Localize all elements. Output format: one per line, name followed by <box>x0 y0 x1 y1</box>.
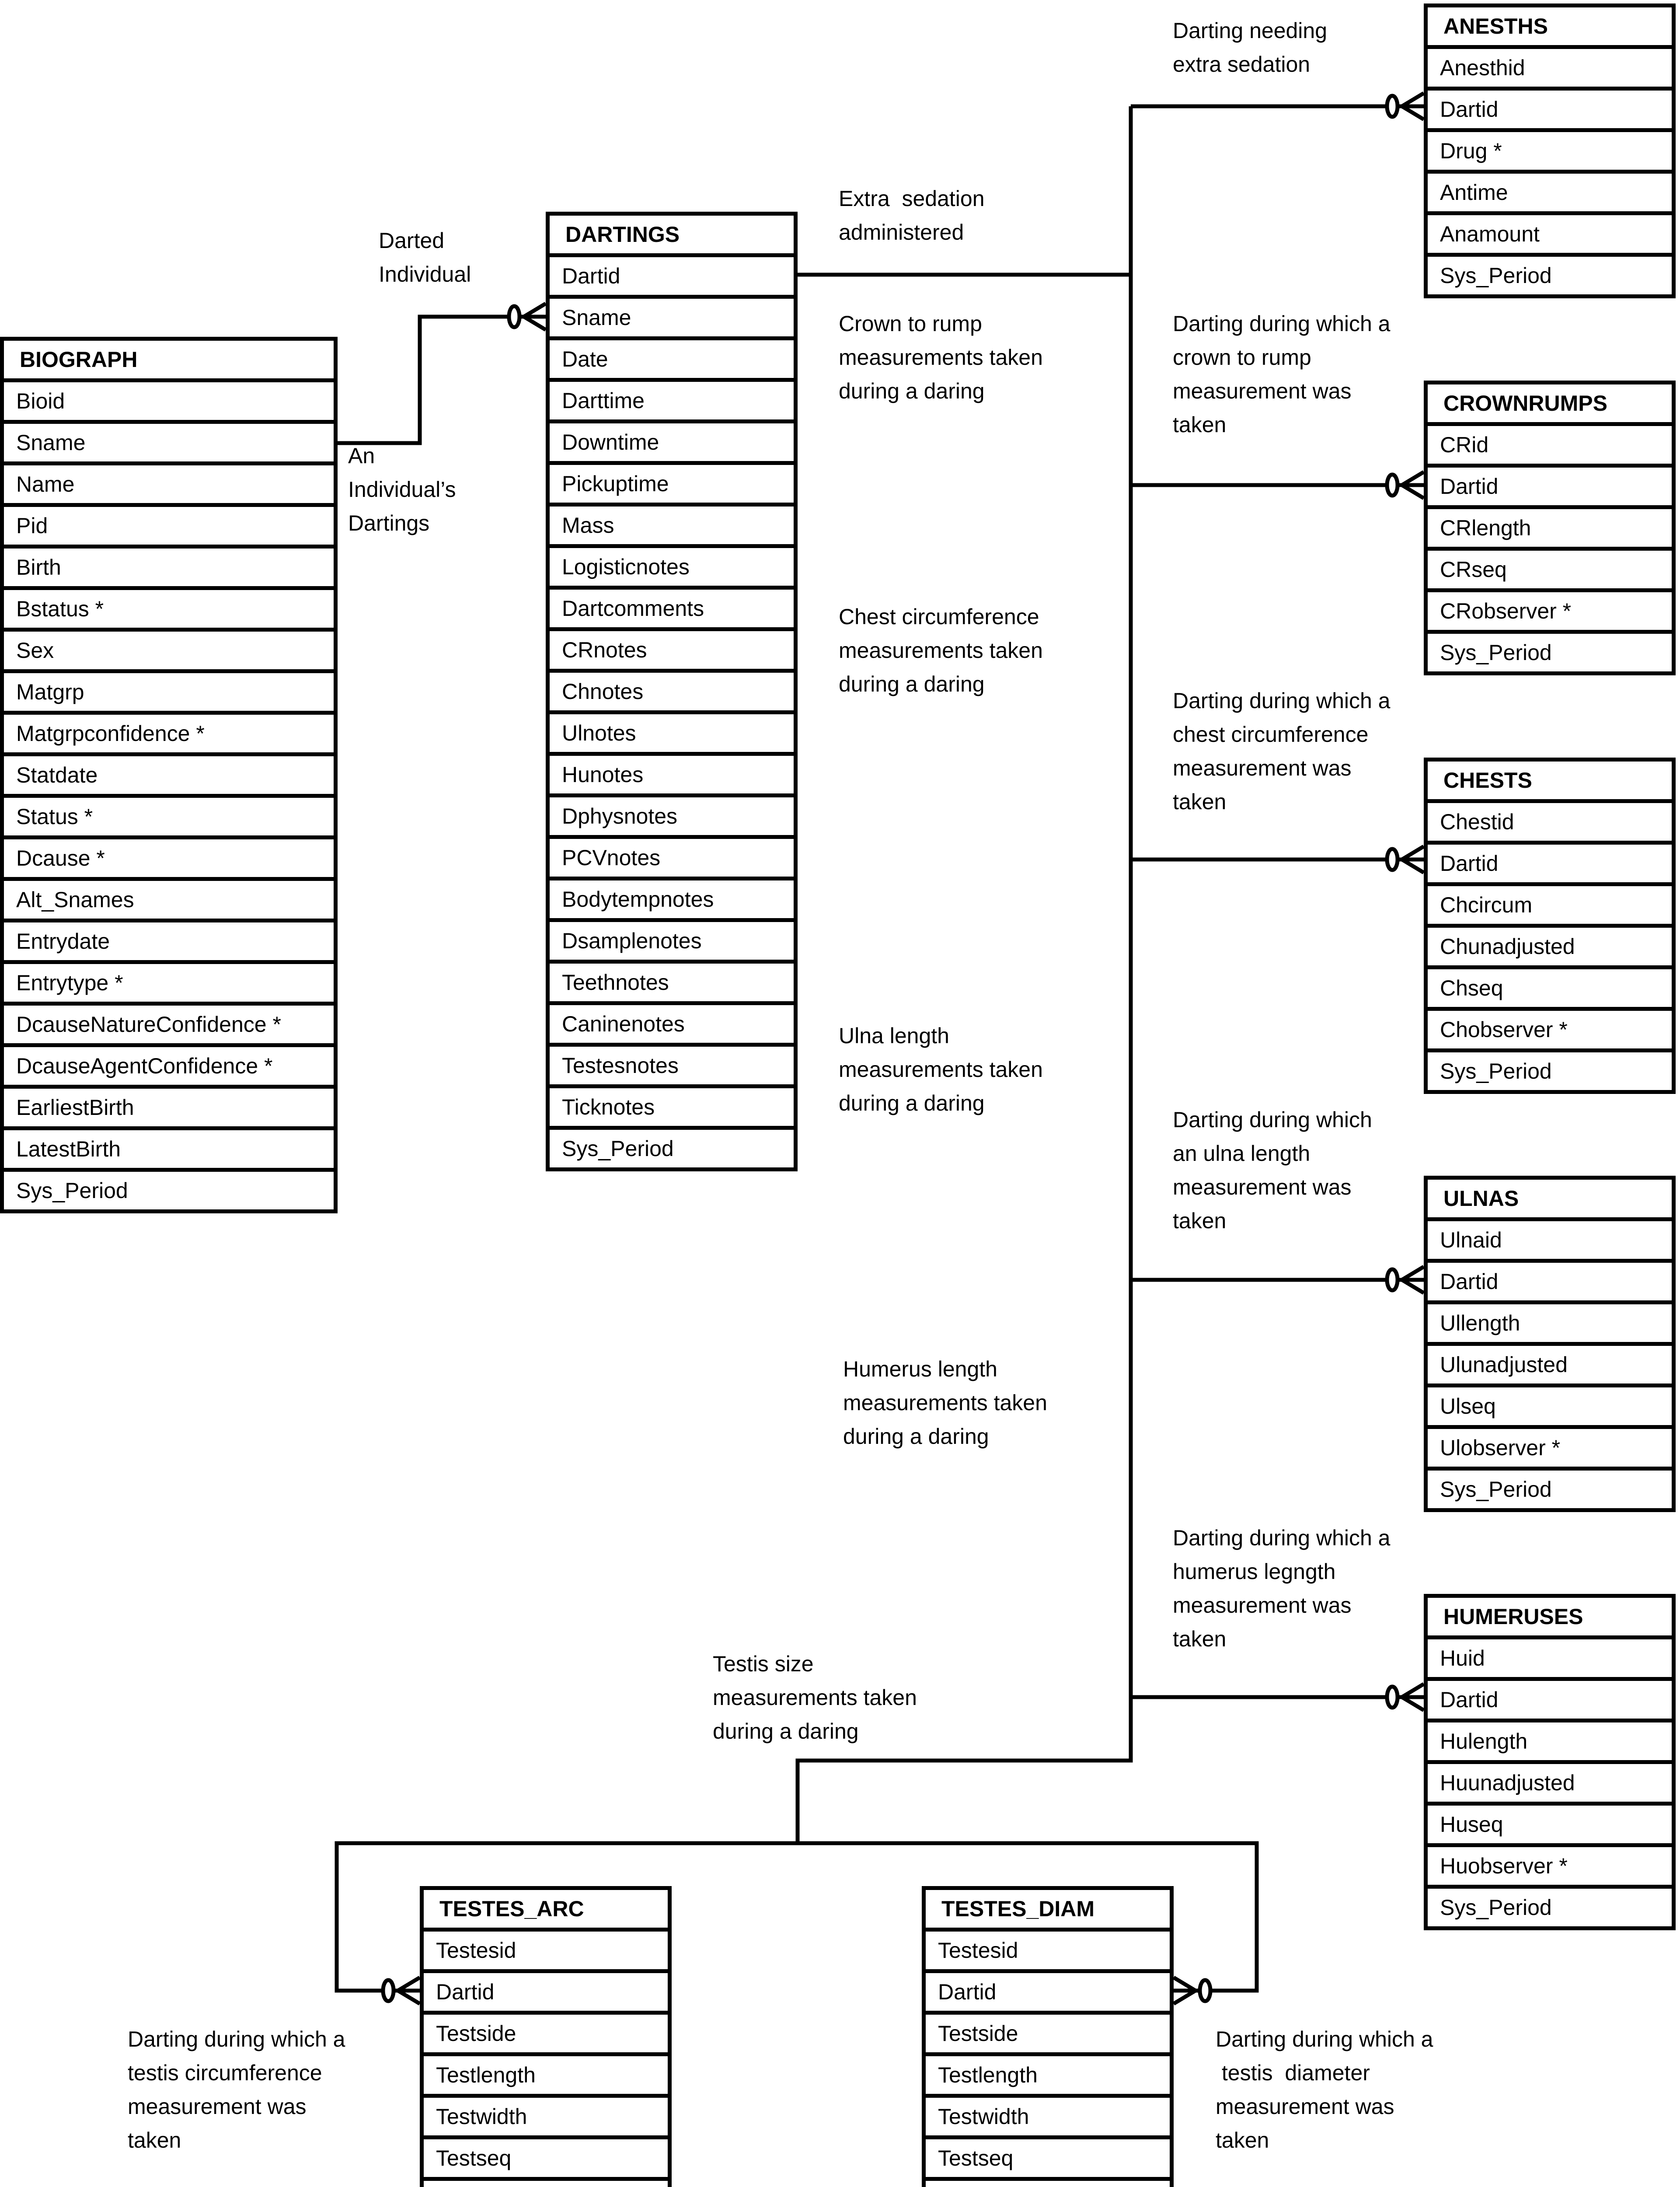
entity-title: ANESTHS <box>1428 7 1672 49</box>
entity-testes-diam <box>922 1886 1174 2187</box>
attribute-list <box>926 1932 1170 2187</box>
attribute-date: Date <box>550 340 794 382</box>
entity-ulnas <box>1424 1176 1676 1512</box>
attribute-dartid: Dartid <box>1428 91 1672 132</box>
attribute-chunadjusted: Chunadjusted <box>1428 928 1672 969</box>
attribute-crseq: CRseq <box>1428 551 1672 592</box>
attribute-downtime: Downtime <box>550 423 794 465</box>
attribute-crobserver: CRobserver * <box>1428 592 1672 634</box>
attribute-sys-period <box>926 2181 1170 2187</box>
line-biograph-dartings <box>338 317 546 443</box>
attribute-list <box>424 1932 668 2187</box>
label-ulna-taken: Ulna length measurements taken during a daring <box>839 1024 1043 1115</box>
label-darting-crown-rump: Darting during which a crown to rump measurement was taken <box>1173 311 1391 437</box>
attribute-pickuptime: Pickuptime <box>550 465 794 507</box>
attribute-ulnaid: Ulnaid <box>1428 1221 1672 1263</box>
attribute-matgrpconfidence: Matgrpconfidence * <box>4 715 334 756</box>
attribute-dartid: Dartid <box>1428 1263 1672 1304</box>
entity-humeruses <box>1424 1594 1676 1930</box>
attribute-dartid: Dartid <box>1428 468 1672 509</box>
attribute-latestbirth: LatestBirth <box>4 1130 334 1172</box>
attribute-list <box>1428 1221 1672 1508</box>
attribute-list <box>4 382 334 1209</box>
attribute-testesid: Testesid <box>926 1932 1170 1973</box>
attribute-dcauseagentconfidence: DcauseAgentConfidence * <box>4 1047 334 1089</box>
attribute-ulunadjusted: Ulunadjusted <box>1428 1346 1672 1387</box>
attribute-chestid: Chestid <box>1428 803 1672 845</box>
attribute-sys-period: Sys_Period <box>1440 1059 1552 1083</box>
entity-title: DARTINGS <box>550 216 794 257</box>
entity-title: TESTES_ARC <box>424 1890 668 1932</box>
attribute-testesnotes: Testesnotes <box>550 1047 794 1088</box>
attribute-ulseq: Ulseq <box>1428 1387 1672 1429</box>
attribute-testlength: Testlength <box>926 2056 1170 2098</box>
attribute-dartid: Dartid <box>1428 845 1672 886</box>
attribute-chnotes: Chnotes <box>550 673 794 714</box>
attribute-logisticnotes: Logisticnotes <box>550 548 794 590</box>
attribute-dartcomments: Dartcomments <box>550 590 794 631</box>
attribute-chcircum: Chcircum <box>1428 886 1672 928</box>
attribute-testseq: Testseq <box>424 2139 668 2181</box>
attribute-sys-period: Sys_Period <box>1440 1895 1552 1920</box>
attribute-testwidth: Testwidth <box>424 2098 668 2139</box>
attribute-testlength: Testlength <box>424 2056 668 2098</box>
attribute-dcausenatureconfidence: DcauseNatureConfidence * <box>4 1006 334 1047</box>
entity-title: HUMERUSES <box>1428 1598 1672 1639</box>
label-darting-testis-circ: Darting during which a testis circumference measurement was taken <box>128 2027 345 2152</box>
attribute-bioid: Bioid <box>4 382 334 424</box>
attribute-name: Name <box>4 465 334 507</box>
attribute-dsamplenotes: Dsamplenotes <box>550 922 794 964</box>
attribute-matgrp: Matgrp <box>4 673 334 715</box>
attribute-list <box>550 257 794 1167</box>
attribute-testseq: Testseq <box>926 2139 1170 2181</box>
attribute-mass: Mass <box>550 507 794 548</box>
attribute-testesid: Testesid <box>424 1932 668 1973</box>
attribute-testside: Testside <box>424 2015 668 2056</box>
attribute-entrydate: Entrydate <box>4 922 334 964</box>
attribute-hunotes: Hunotes <box>550 756 794 797</box>
attribute-sys-period <box>424 2181 668 2187</box>
label-individuals-dartings: An Individual’s Dartings <box>348 444 456 535</box>
label-extra-sedation: Extra sedation administered <box>839 186 985 245</box>
label-darting-testis-diam: Darting during which a testis diameter measurement was taken <box>1216 2027 1433 2152</box>
entity-crownrumps <box>1424 381 1676 675</box>
entity-chests <box>1424 758 1676 1094</box>
attribute-dartid: Dartid <box>1428 1681 1672 1722</box>
attribute-bstatus: Bstatus * <box>4 590 334 632</box>
attribute-dphysnotes: Dphysnotes <box>550 797 794 839</box>
attribute-sys-period: Sys_Period <box>1440 640 1552 665</box>
attribute-sys-period: Sys_Period <box>1440 263 1552 288</box>
attribute-anesthid: Anesthid <box>1428 49 1672 91</box>
attribute-status: Status * <box>4 798 334 839</box>
attribute-huid: Huid <box>1428 1639 1672 1681</box>
label-darted-individual: Darted Individual <box>379 228 471 286</box>
attribute-bodytempnotes: Bodytempnotes <box>550 880 794 922</box>
attribute-sex: Sex <box>4 632 334 673</box>
entity-testes-arc <box>420 1886 672 2187</box>
attribute-chseq: Chseq <box>1428 969 1672 1011</box>
attribute-list <box>1428 803 1672 1090</box>
attribute-dartid: Dartid <box>550 257 794 299</box>
attribute-darttime: Darttime <box>550 382 794 423</box>
attribute-list <box>1428 426 1672 671</box>
label-humerus-taken: Humerus length measurements taken during a daring <box>843 1357 1047 1449</box>
attribute-ulnotes: Ulnotes <box>550 714 794 756</box>
attribute-pid: Pid <box>4 507 334 548</box>
attribute-crid: CRid <box>1428 426 1672 468</box>
entity-biograph <box>0 337 338 1213</box>
attribute-caninenotes: Caninenotes <box>550 1005 794 1047</box>
attribute-crlength: CRlength <box>1428 509 1672 551</box>
attribute-sys-period: Sys_Period <box>562 1136 674 1161</box>
attribute-ticknotes: Ticknotes <box>550 1088 794 1130</box>
attribute-dartid: Dartid <box>424 1973 668 2015</box>
attribute-huunadjusted: Huunadjusted <box>1428 1764 1672 1806</box>
attribute-entrytype: Entrytype * <box>4 964 334 1006</box>
entity-title: BIOGRAPH <box>4 341 334 382</box>
attribute-sys-period: Sys_Period <box>16 1178 128 1203</box>
label-chest-taken: Chest circumference measurements taken during a daring <box>839 604 1043 696</box>
attribute-sname: Sname <box>4 424 334 465</box>
attribute-huobserver: Huobserver * <box>1428 1847 1672 1889</box>
attribute-huseq: Huseq <box>1428 1806 1672 1847</box>
label-darting-chest: Darting during which a chest circumference measurement was taken <box>1173 688 1391 814</box>
attribute-sname: Sname <box>550 299 794 340</box>
attribute-chobserver: Chobserver * <box>1428 1011 1672 1052</box>
attribute-ullength: Ullength <box>1428 1304 1672 1346</box>
attribute-hulength: Hulength <box>1428 1722 1672 1764</box>
attribute-dcause: Dcause * <box>4 839 334 881</box>
attribute-anamount: Anamount <box>1428 215 1672 257</box>
attribute-pcvnotes: PCVnotes <box>550 839 794 880</box>
attribute-dartid: Dartid <box>926 1973 1170 2015</box>
attribute-teethnotes: Teethnotes <box>550 964 794 1005</box>
label-darting-ulna: Darting during which an ulna length measurement was taken <box>1173 1107 1372 1233</box>
entity-title: ULNAS <box>1428 1180 1672 1221</box>
attribute-drug: Drug * <box>1428 132 1672 174</box>
attribute-ulobserver: Ulobserver * <box>1428 1429 1672 1471</box>
label-darting-humerus: Darting during which a humerus legngth measurement was taken <box>1173 1526 1391 1651</box>
label-darting-extra-sedation: Darting needing extra sedation <box>1173 18 1328 77</box>
attribute-statdate: Statdate <box>4 756 334 798</box>
entity-title: CROWNRUMPS <box>1428 384 1672 426</box>
attribute-birth: Birth <box>4 548 334 590</box>
attribute-alt-snames: Alt_Snames <box>4 881 334 922</box>
label-testis-taken: Testis size measurements taken during a daring <box>713 1652 917 1743</box>
attribute-testside: Testside <box>926 2015 1170 2056</box>
attribute-antime: Antime <box>1428 174 1672 215</box>
attribute-earliestbirth: EarliestBirth <box>4 1089 334 1130</box>
entity-title: TESTES_DIAM <box>926 1890 1170 1932</box>
attribute-list <box>1428 1639 1672 1926</box>
attribute-sys-period: Sys_Period <box>1440 1477 1552 1502</box>
entity-anesths <box>1424 3 1676 298</box>
attribute-crnotes: CRnotes <box>550 631 794 673</box>
attribute-testwidth: Testwidth <box>926 2098 1170 2139</box>
attribute-list <box>1428 49 1672 294</box>
label-crown-rump-taken: Crown to rump measurements taken during a daring <box>839 311 1043 403</box>
entity-dartings <box>546 212 798 1171</box>
entity-title: CHESTS <box>1428 762 1672 803</box>
